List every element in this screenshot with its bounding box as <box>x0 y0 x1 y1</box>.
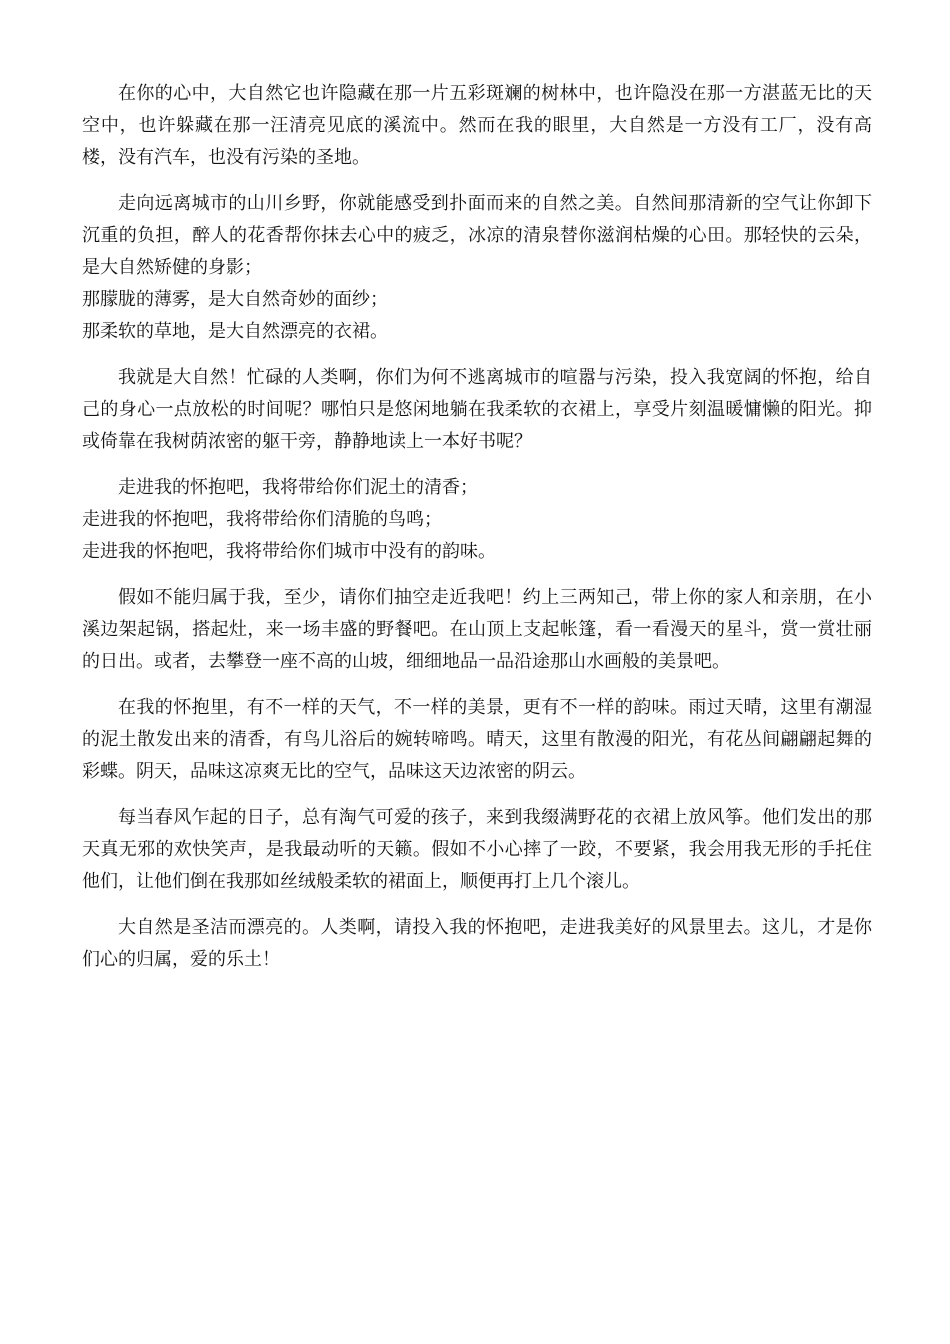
paragraph-7: 每当春风乍起的日子，总有淘气可爱的孩子，来到我缀满野花的衣裙上放风筝。他们发出的那天真无邪的欢快笑声，是我最动听的天籁。假如不小心摔了一跤，不要紧，我会用我无形的手托住他们，让他们倒在我那如丝绒般柔软的裙面上，顺便再打上几个滚儿。 <box>82 807 872 892</box>
paragraph-4-line-3: 走进我的怀抱吧，我将带给你们城市中没有的韵味。 <box>82 541 496 562</box>
paragraph-5: 假如不能归属于我，至少，请你们抽空走近我吧！约上三两知己，带上你的家人和亲朋，在小溪边架起锅，搭起灶，来一场丰盛的野餐吧。在山顶上支起帐篷，看一看漫天的星斗，赏一赏壮丽的日出。或者，去攀登一座不高的山坡，细细地品一品沿途那山水画般的美景吧。 <box>82 587 872 672</box>
paragraph-4-line-1: 走进我的怀抱吧，我将带给你们泥土的清香； <box>118 477 478 498</box>
paragraph-4-line-2: 走进我的怀抱吧，我将带给你们清脆的鸟鸣； <box>82 509 442 530</box>
paragraph-2: 走向远离城市的山川乡野，你就能感受到扑面而来的自然之美。自然间那清新的空气让你卸下沉重的负担，醉人的花香帮你抹去心中的疲乏，冰凉的清泉替你滋润枯燥的心田。那轻快的云朵，是大自然矫健的身影； <box>82 193 872 278</box>
paragraph-2-line-2: 那朦胧的薄雾，是大自然奇妙的面纱； <box>82 289 388 310</box>
paragraph-2-line-3: 那柔软的草地，是大自然漂亮的衣裙。 <box>82 321 388 342</box>
essay-page <box>82 78 872 990</box>
paragraph-3: 我就是大自然！忙碌的人类啊，你们为何不逃离城市的喧嚣与污染，投入我宽阔的怀抱，给自己的身心一点放松的时间呢？哪怕只是悠闲地躺在我柔软的衣裙上，享受片刻温暖慵懒的阳光。抑或倚靠在我树荫浓密的躯干旁，静静地读上一本好书呢？ <box>82 367 872 452</box>
paragraph-1: 在你的心中，大自然它也许隐藏在那一片五彩斑斓的树林中，也许隐没在那一方湛蓝无比的天空中，也许躲藏在那一汪清亮见底的溪流中。然而在我的眼里，大自然是一方没有工厂，没有高楼，没有汽车，也没有污染的圣地。 <box>82 83 872 168</box>
paragraph-6: 在我的怀抱里，有不一样的天气，不一样的美景，更有不一样的韵味。雨过天晴，这里有潮湿的泥土散发出来的清香，有鸟儿浴后的婉转啼鸣。晴天，这里有散漫的阳光，有花丛间翩翩起舞的彩蝶。阴天，品味这凉爽无比的空气，品味这天边浓密的阴云。 <box>82 697 872 782</box>
paragraph-8: 大自然是圣洁而漂亮的。人类啊，请投入我的怀抱吧，走进我美好的风景里去。这儿，才是你们心的归属，爱的乐土！ <box>82 917 872 970</box>
